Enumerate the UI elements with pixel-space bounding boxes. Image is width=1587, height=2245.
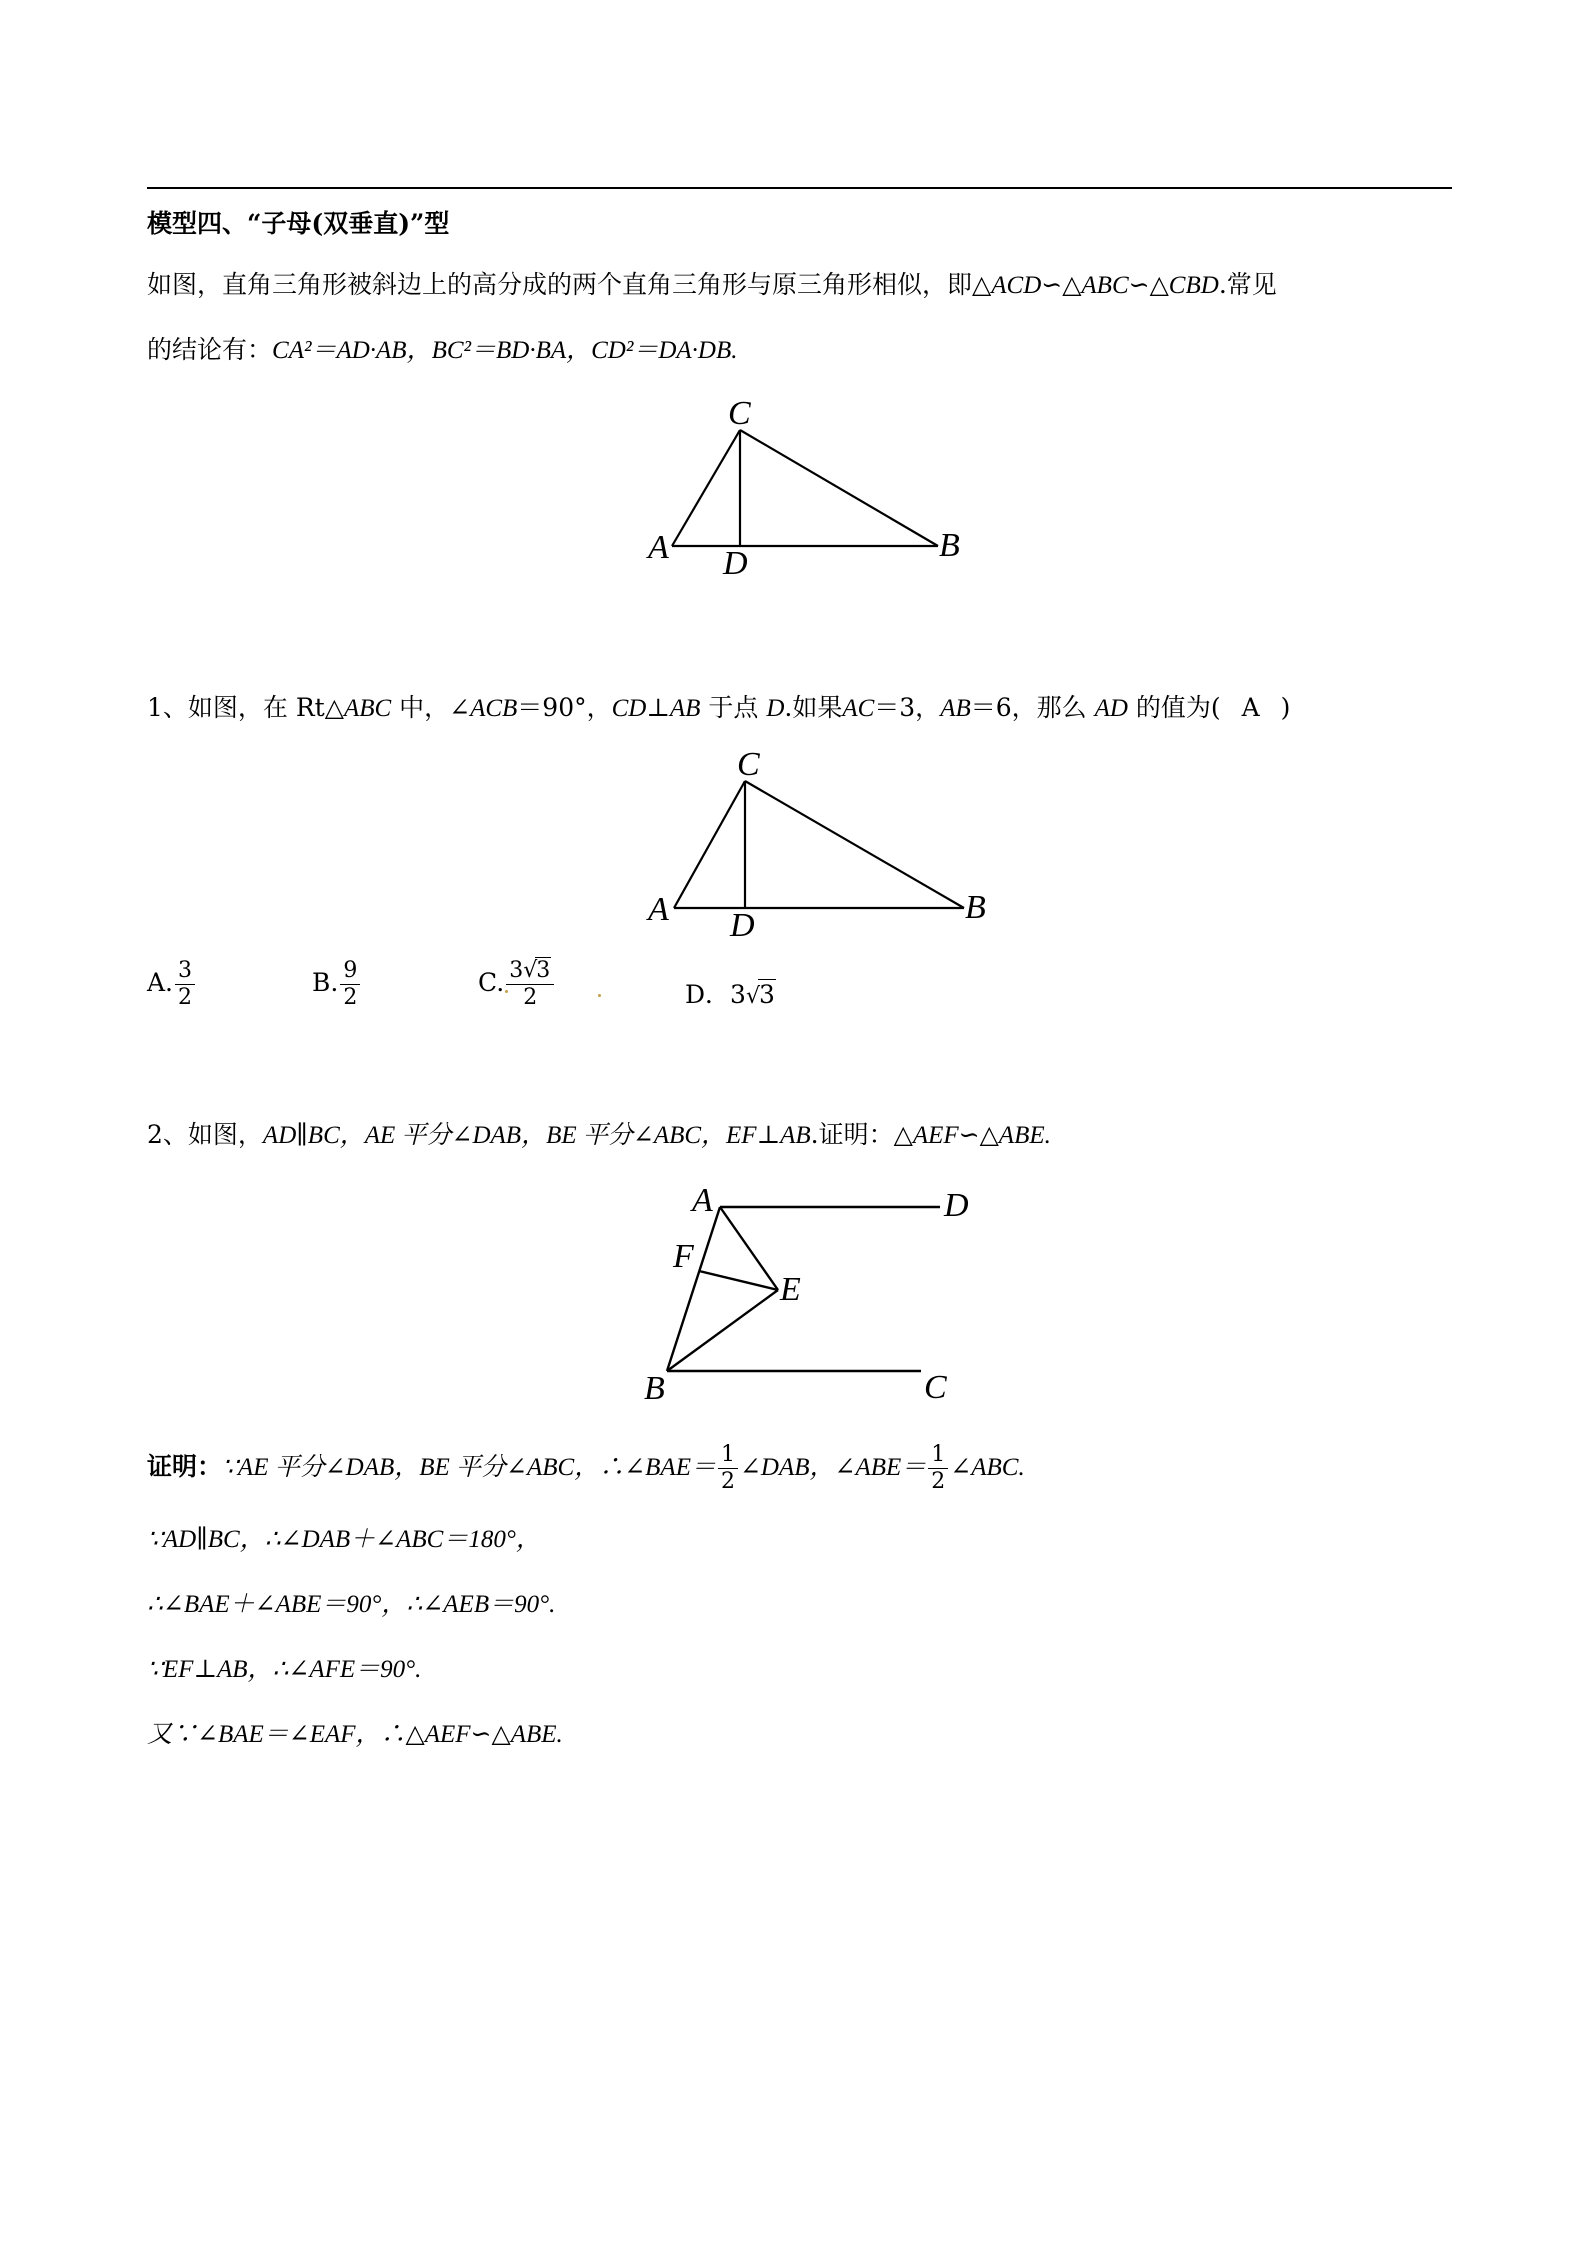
choice-a-den: 2 — [178, 985, 193, 1010]
p1-math: AB — [669, 695, 701, 722]
choice-a-fraction — [175, 960, 195, 1009]
problem-2-number: 2、 — [147, 1120, 188, 1149]
problem-1-number: 1、 — [147, 693, 188, 722]
proof-half-2 — [928, 1444, 948, 1493]
choice-c-label: C. — [478, 968, 505, 997]
choice-c[interactable] — [478, 960, 556, 1009]
proof-line-3 — [147, 1586, 555, 1623]
proof-frac-den: 2 — [931, 1469, 946, 1494]
p1-text: .如果 — [784, 693, 843, 722]
choice-b[interactable] — [312, 960, 362, 1009]
p1-text: ＝3， — [874, 693, 941, 722]
choice-c-radicand: 3 — [536, 958, 551, 983]
p1-math: AC — [842, 695, 875, 722]
choice-b-label: B. — [312, 968, 339, 997]
proof-text: 又∵∠BAE＝∠EAF，∴△AEF∽△ABE. — [147, 1721, 563, 1748]
p1-math: CD — [611, 695, 647, 722]
proof-text: ∵AE 平分∠DAB，BE 平分∠ABC，∴∠BAE＝ — [222, 1454, 716, 1481]
choice-c-coef: 3 — [509, 958, 524, 983]
p1-text: 中，∠ — [391, 693, 471, 722]
fig3-label-C: C — [924, 1369, 947, 1406]
choice-c-fraction — [506, 960, 554, 1009]
p2-text: 如图， — [187, 1120, 263, 1149]
problem-2-stem — [147, 1117, 1051, 1154]
figure-2-lines — [674, 781, 964, 908]
choice-d[interactable] — [685, 975, 776, 1011]
proof-frac-den: 2 — [720, 1469, 735, 1494]
fig3-label-A: A — [692, 1182, 713, 1219]
problem-1-stem — [147, 690, 1290, 727]
fig3-label-F: F — [673, 1238, 694, 1275]
p1-text: 如图，在 Rt△ — [187, 693, 344, 722]
p1-math: AB — [940, 695, 971, 722]
proof-label: 证明： — [147, 1452, 223, 1481]
p1-math: D — [766, 695, 785, 722]
choice-d-label: D． — [685, 980, 731, 1009]
choice-d-radical: √3 — [745, 980, 775, 1009]
choice-b-num: 9 — [340, 960, 360, 985]
p1-text: 的值为( — [1127, 693, 1221, 722]
fig2-label-D: D — [730, 907, 755, 944]
fig2-label-A: A — [648, 891, 669, 928]
proof-half-1 — [718, 1444, 738, 1493]
fig1-label-A: A — [648, 529, 669, 566]
choice-a-label: A. — [147, 968, 174, 997]
p1-math: AD — [1094, 695, 1128, 722]
p1-math: ACB — [470, 695, 518, 722]
choice-d-coef: 3 — [730, 980, 746, 1009]
choice-c-num — [506, 960, 554, 985]
fig3-label-E: E — [780, 1271, 801, 1308]
proof-text: ∵AD∥BC，∴∠DAB＋∠ABC＝180°， — [147, 1526, 541, 1553]
intro-line1-prefix: 如图，直角三角形被斜边上的高分成的两个直角三角形与原三角形相似，即 — [147, 270, 973, 299]
proof-text: ∠ABC. — [950, 1454, 1025, 1481]
p2-math: AD∥BC，AE 平分∠DAB，BE 平分∠ABC，EF⊥AB — [262, 1122, 811, 1149]
proof-line-2 — [147, 1521, 541, 1558]
intro-line1-math: △ACD∽△ABC∽△CBD — [972, 272, 1219, 299]
fig1-label-D: D — [723, 545, 748, 582]
p2-text: .证明： — [810, 1120, 894, 1149]
choice-c-mark — [598, 994, 601, 997]
problem-1-answer: A — [1241, 693, 1260, 722]
fig3-label-B: B — [644, 1370, 665, 1407]
choice-c-radical: √3 — [523, 958, 551, 983]
proof-text: ∴∠BAE＋∠ABE＝90°，∴∠AEB＝90°. — [147, 1591, 556, 1618]
proof-line-1 — [147, 1444, 1025, 1493]
fig1-label-B: B — [939, 527, 960, 564]
proof-text: ∠DAB，∠ABE＝ — [739, 1454, 927, 1481]
p1-text: ) — [1280, 693, 1291, 722]
fig3-label-D: D — [944, 1187, 969, 1224]
proof-frac-num: 1 — [928, 1444, 948, 1469]
fig1-label-C: C — [728, 395, 751, 432]
fig2-label-B: B — [965, 889, 986, 926]
choice-b-fraction — [340, 960, 360, 1009]
proof-line-4 — [147, 1651, 421, 1688]
choice-b-den: 2 — [343, 985, 358, 1010]
intro-line1-suffix: .常见 — [1218, 270, 1277, 299]
choice-a-num: 3 — [175, 960, 195, 985]
choice-c-den: 2 — [523, 985, 538, 1010]
choice-c-mark — [505, 990, 508, 993]
proof-line-5 — [147, 1716, 563, 1753]
figure-1-lines — [672, 430, 938, 546]
section-title: 模型四、“子母(双垂直)”型 — [147, 209, 450, 238]
choice-d-radicand: 3 — [758, 980, 775, 1009]
p1-text: 于点 — [700, 693, 767, 722]
p2-goal: △AEF∽△ABE. — [893, 1122, 1051, 1149]
proof-text: ∵EF⊥AB，∴∠AFE＝90°. — [147, 1656, 422, 1683]
intro-line2-prefix: 的结论有： — [147, 335, 273, 364]
intro-line2-math: CA²＝AD·AB，BC²＝BD·BA，CD²＝DA·DB. — [272, 337, 738, 364]
choice-a[interactable] — [147, 960, 197, 1009]
figure-3-lines — [667, 1207, 940, 1371]
fig2-label-C: C — [737, 746, 760, 783]
p1-text: ＝6，那么 — [970, 693, 1095, 722]
p1-math: ABC — [343, 695, 392, 722]
p1-text: ⊥ — [646, 693, 670, 722]
proof-frac-num: 1 — [718, 1444, 738, 1469]
p1-text: ＝90°， — [517, 693, 612, 722]
